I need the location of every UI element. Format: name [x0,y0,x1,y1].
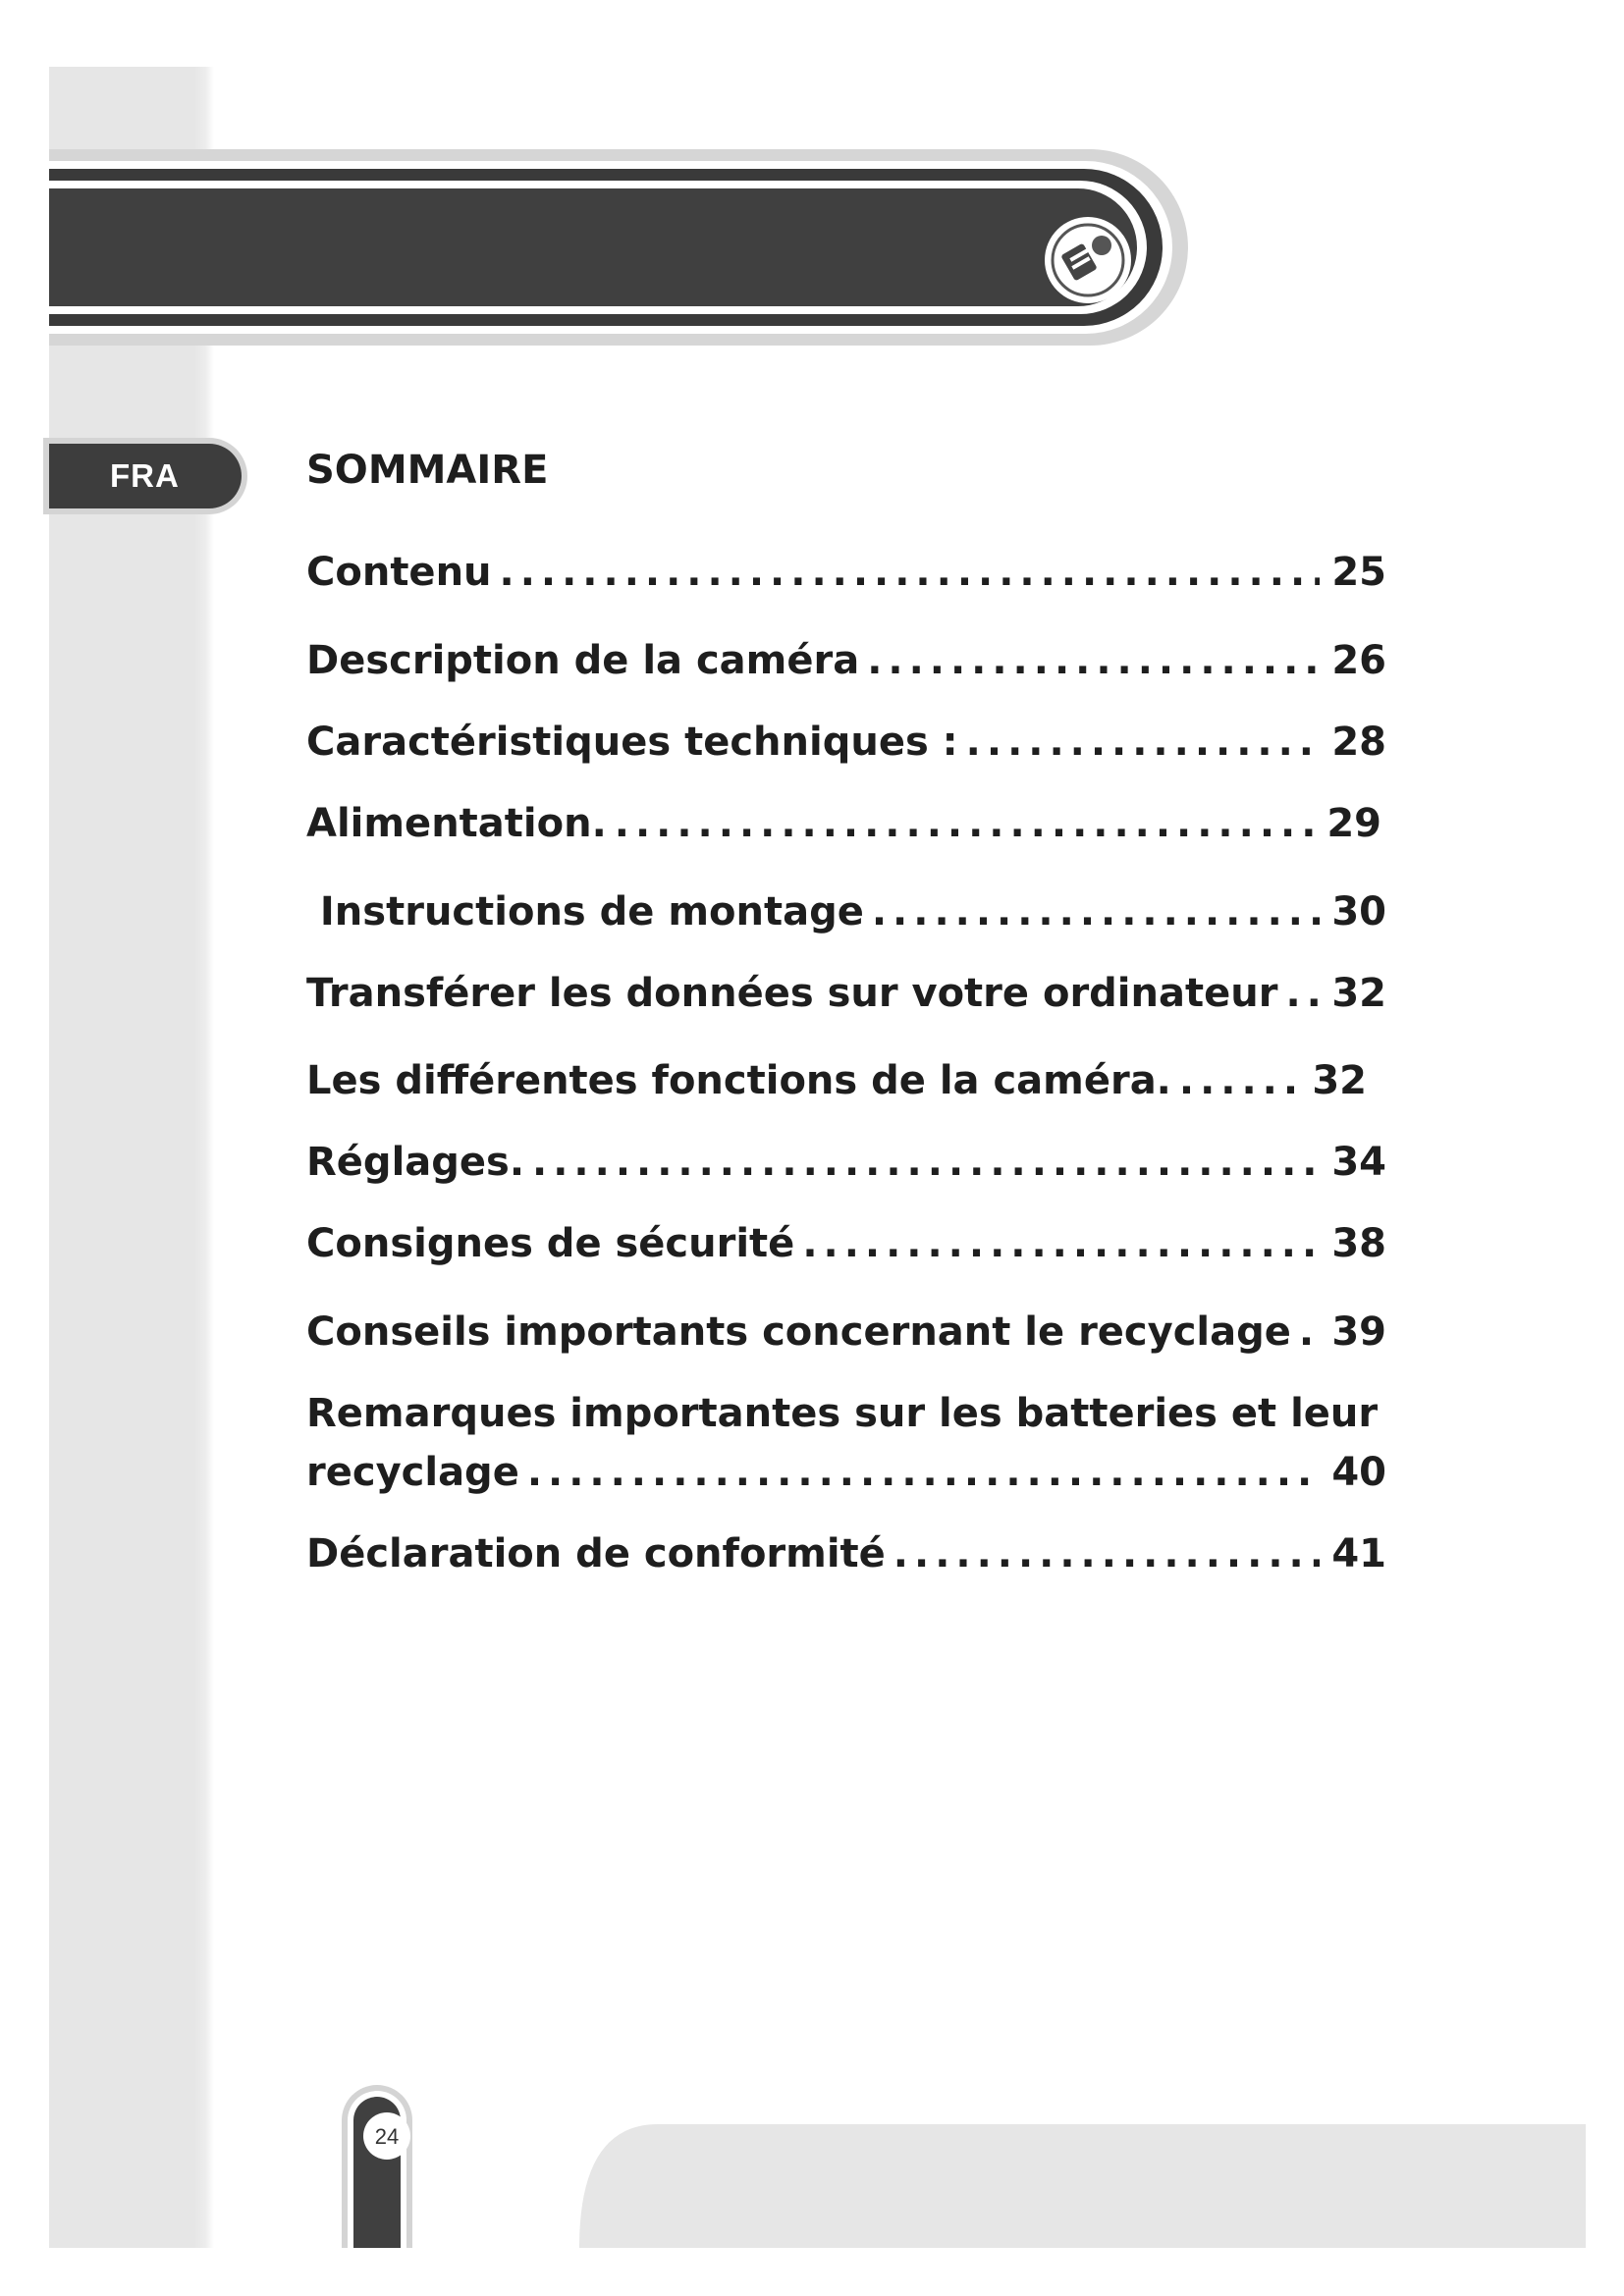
toc-entry-title: Instructions de montage [306,889,864,934]
language-tab [49,438,245,514]
page-number: 24 [374,2124,400,2149]
header-banner [0,137,1237,363]
toc-entry [306,1058,1367,1103]
toc-entry [306,1531,1386,1576]
toc-entry-page: 41 [1331,1531,1386,1576]
toc-entry [306,638,1386,683]
toc-entry-page: 40 [1331,1450,1386,1495]
toc-leader-dots [1179,1058,1300,1103]
toc-entry-title: Conseils importants concernant le recyclage [306,1309,1291,1355]
toc-leader-dots [867,638,1320,683]
toc-entry-title: Transférer les données sur votre ordinateur [306,971,1278,1016]
toc-entry-title: Les différentes fonctions de la caméra. [306,1058,1171,1103]
toc-leader-dots [532,1140,1320,1185]
toc-leader-dots [802,1221,1320,1266]
toc-entry-page: 38 [1331,1221,1386,1266]
toc-entry [306,801,1381,846]
toc-entry-title: Réglages. [306,1140,525,1185]
toc-entry-title: Caractéristiques techniques : [306,720,958,765]
toc-leader-dots [500,550,1320,595]
language-code: FRA [110,457,180,494]
toc-entry-page: 25 [1331,550,1386,595]
toc-entry [306,1221,1386,1266]
camera-lens-icon [1045,217,1131,303]
toc-entry-page: 34 [1331,1140,1386,1185]
toc-entry-title: Description de la caméra [306,638,860,683]
footer-banner [324,2081,1600,2296]
toc-entry [306,889,1386,934]
toc-entry-title: Contenu [306,550,492,595]
toc-entry [306,720,1386,765]
toc-entry [306,1391,1386,1495]
toc-entry [306,550,1386,595]
toc-leader-dots [872,889,1320,934]
toc-entry-title: Déclaration de conformité [306,1531,886,1576]
toc-entry [306,971,1386,1016]
toc-entry-page: 32 [1312,1058,1367,1103]
side-strip [49,67,214,2248]
toc-entry-page: 28 [1331,720,1386,765]
toc-entry-page: 26 [1331,638,1386,683]
toc-entry-line2 [306,1450,1386,1495]
toc-entry-title: Consignes de sécurité [306,1221,795,1266]
toc-leader-dots [966,720,1320,765]
toc-leader-dots [1285,971,1320,1016]
toc-entry [306,1309,1386,1355]
toc-entry-page: 29 [1326,801,1381,846]
toc-title: SOMMAIRE [306,448,549,493]
toc-leader-dots [615,801,1315,846]
toc-entry-page: 32 [1331,971,1386,1016]
toc-entry-page: 39 [1331,1309,1386,1355]
toc-leader-dots [893,1531,1320,1576]
toc-leader-dots [527,1450,1320,1495]
toc-entry-title: Alimentation. [306,801,607,846]
toc-entry [306,1140,1386,1185]
toc-leader-dots [1299,1309,1320,1355]
toc-entry-title-continued: recyclage [306,1450,519,1495]
toc-entry-page: 30 [1331,889,1386,934]
toc-entry-title: Remarques importantes sur les batteries et leur [306,1391,1379,1436]
